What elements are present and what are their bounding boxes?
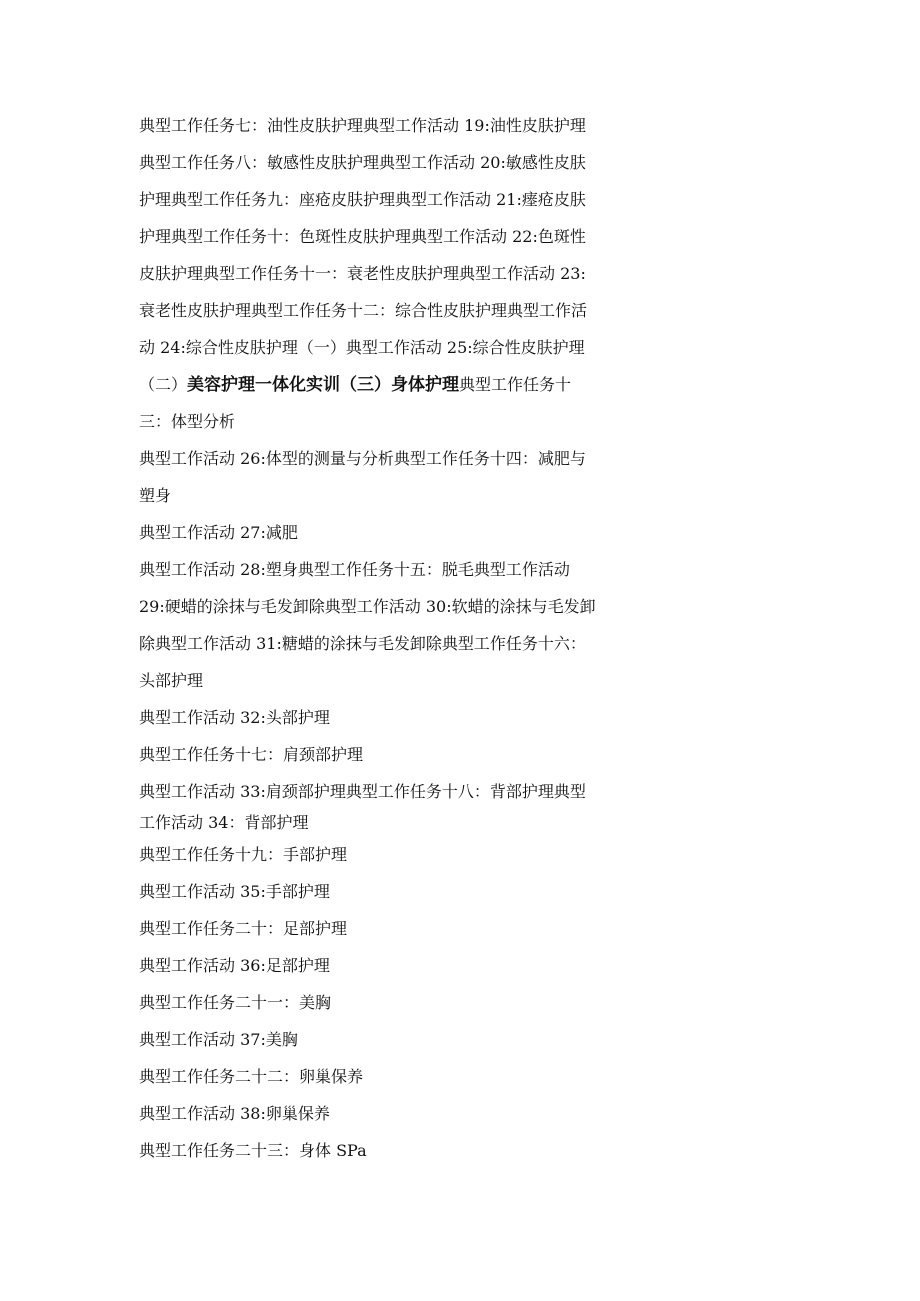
section-heading-line (139, 366, 664, 403)
text-line: 典型工作任务十九：手部护理 (139, 845, 348, 864)
text-line: 典型工作任务二十一：美胸 (139, 993, 332, 1012)
heading-prefix: （二） (139, 375, 188, 394)
text-line: 除典型工作活动 31:糖蜡的涂抹与毛发卸除典型工作任务十六： (139, 634, 586, 653)
text-line: 工作活动 34：背部护理 (139, 813, 309, 832)
text-line: 典型工作任务七：油性皮肤护理典型工作活动 19:油性皮肤护理 (139, 116, 586, 135)
section-heading: 美容护理一体化实训（三）身体护理 (187, 375, 460, 395)
text-line: 皮肤护理典型工作任务十一：衰老性皮肤护理典型工作活动 23: (139, 264, 586, 283)
text-line: 典型工作活动 35:手部护理 (139, 882, 330, 901)
text-line: 衰老性皮肤护理典型工作任务十二：综合性皮肤护理典型工作活 (139, 301, 588, 320)
text-line: 典型工作活动 27:减肥 (139, 523, 298, 542)
text-line: 典型工作活动 36:足部护理 (139, 956, 330, 975)
text-line: 典型工作活动 26:体型的测量与分析典型工作任务十四：减肥与 (139, 449, 586, 468)
text-line: 典型工作任务二十二：卵巢保养 (139, 1067, 364, 1086)
text-line: 典型工作活动 37:美胸 (139, 1030, 298, 1049)
text-line: 三：体型分析 (139, 412, 236, 431)
heading-suffix: 典型工作任务十 (459, 375, 572, 394)
text-line: 典型工作任务二十三：身体 SPa (139, 1141, 367, 1160)
document-body (139, 107, 664, 1169)
text-line: 护理典型工作任务十：色斑性皮肤护理典型工作活动 22:色斑性 (139, 227, 586, 246)
text-line: 塑身 (139, 486, 172, 505)
text-line: 典型工作活动 28:塑身典型工作任务十五：脱毛典型工作活动 (139, 560, 570, 579)
text-line: 典型工作活动 38:卵巢保养 (139, 1104, 330, 1123)
text-line: 典型工作任务八：敏感性皮肤护理典型工作活动 20:敏感性皮肤 (139, 153, 586, 172)
text-line: 护理典型工作任务九：座疮皮肤护理典型工作活动 21:瘗疮皮肤 (139, 190, 586, 209)
text-line: 典型工作活动 33:肩颈部护理典型工作任务十八：背部护理典型 (139, 782, 586, 801)
text-line: 典型工作活动 32:头部护理 (139, 708, 330, 727)
text-line: 29:硬蜡的涂抹与毛发卸除典型工作活动 30:软蜡的涂抹与毛发卸 (139, 597, 596, 616)
text-line: 动 24:综合性皮肤护理（一）典型工作活动 25:综合性皮肤护理 (139, 338, 585, 357)
text-line: 典型工作任务二十：足部护理 (139, 919, 348, 938)
text-line: 头部护理 (139, 671, 204, 690)
text-line: 典型工作任务十七：肩颈部护理 (139, 745, 364, 764)
